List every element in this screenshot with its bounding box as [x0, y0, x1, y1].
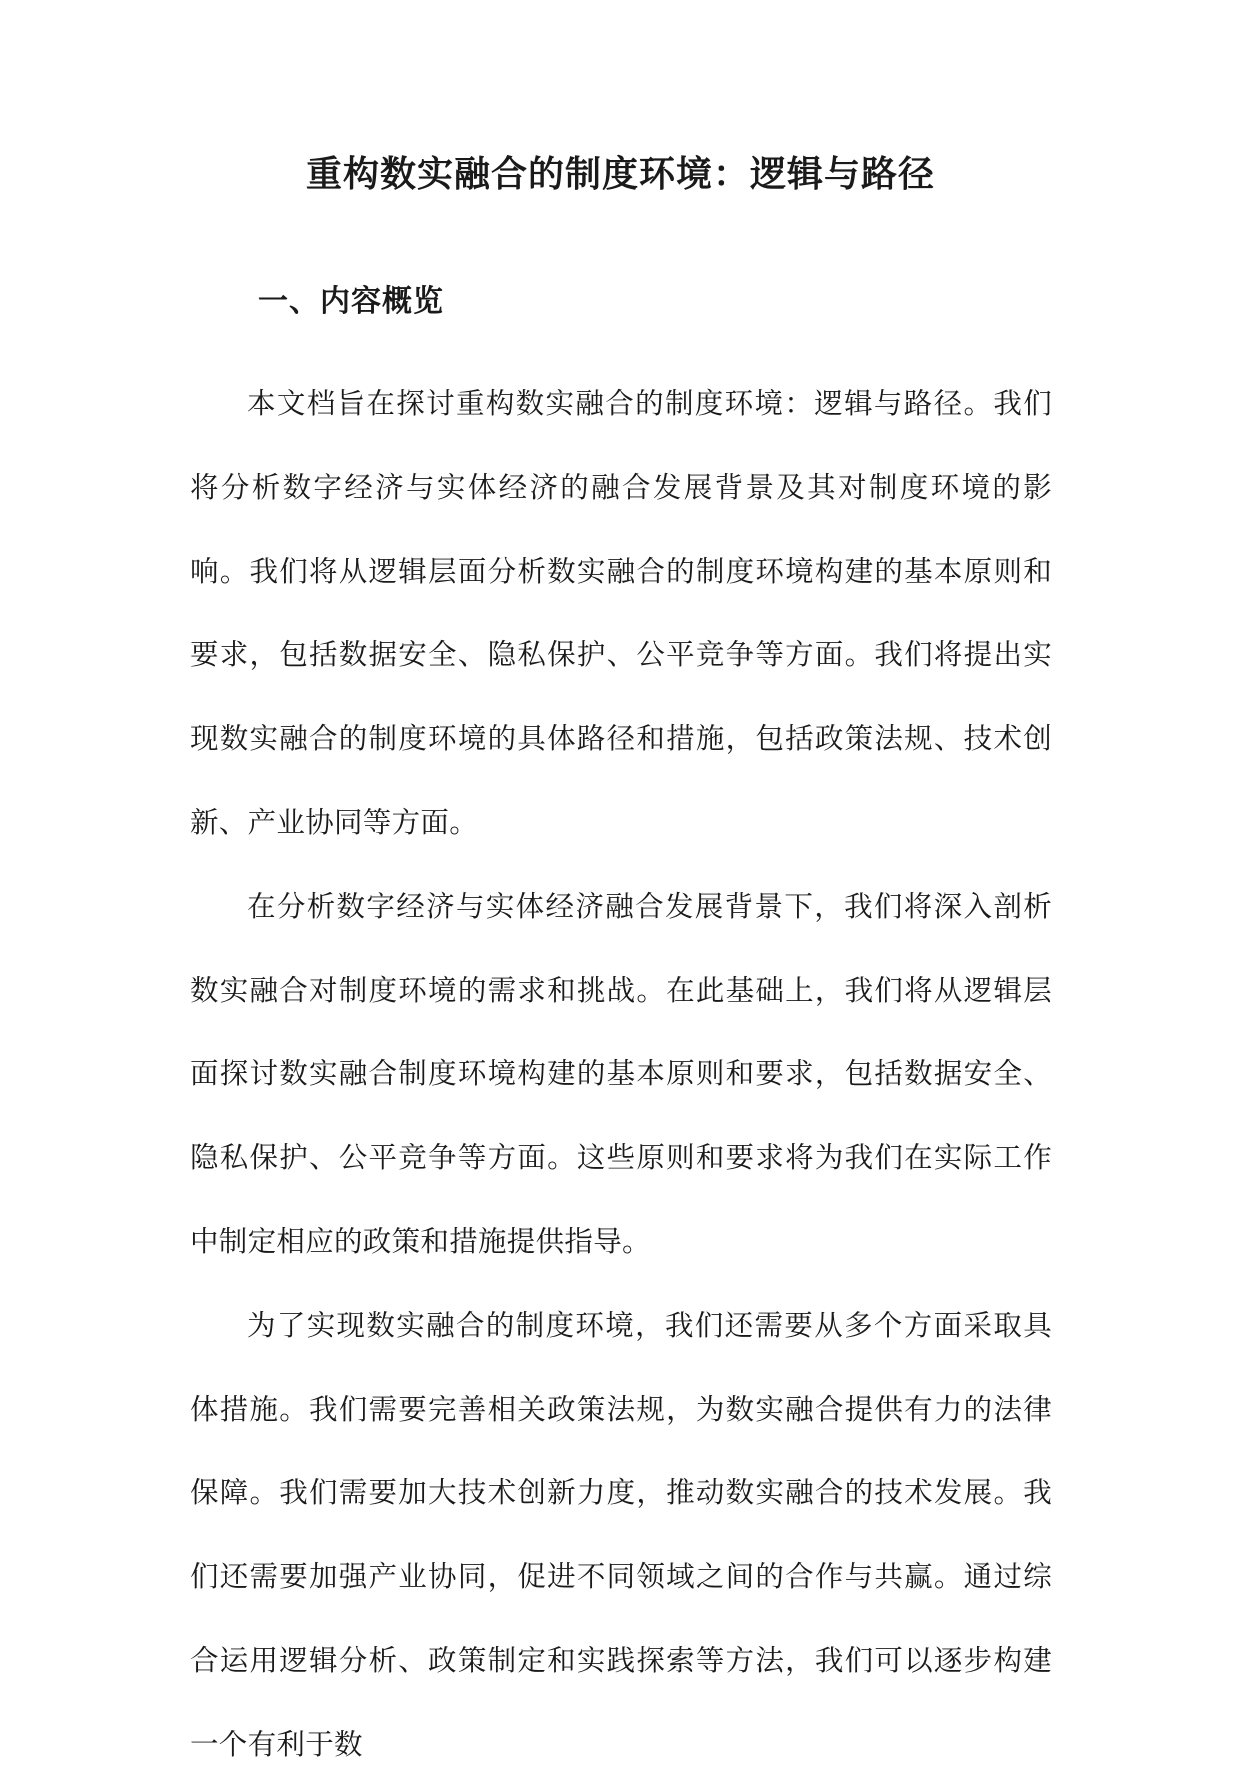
- section-heading: 一、内容概览: [258, 284, 444, 319]
- document-body: [190, 362, 1052, 1787]
- paragraph-2: 在分析数字经济与实体经济融合发展背景下，我们将深入剖析数实融合对制度环境的需求和挑战。在此基础上，我们将从逻辑层面探讨数实融合制度环境构建的基本原则和要求，包括数据安全、隐私保护、公平竞争等方面。这些原则和要求将为我们在实际工作中制定相应的政策和措施提供指导。: [190, 889, 1052, 1258]
- paragraph-3: 为了实现数实融合的制度环境，我们还需要从多个方面采取具体措施。我们需要完善相关政策法规，为数实融合提供有力的法律保障。我们需要加大技术创新力度，推动数实融合的技术发展。我们还需要加强产业协同，促进不同领域之间的合作与共赢。通过综合运用逻辑分析、政策制定和实践探索等方法，我们可以逐步构建一个有利于数: [190, 1308, 1052, 1761]
- document-title: 重构数实融合的制度环境：逻辑与路径: [305, 154, 935, 195]
- paragraph-1: 本文档旨在探讨重构数实融合的制度环境：逻辑与路径。我们将分析数字经济与实体经济的融合发展背景及其对制度环境的影响。我们将从逻辑层面分析数实融合的制度环境构建的基本原则和要求，包括数据安全、隐私保护、公平竞争等方面。我们将提出实现数实融合的制度环境的具体路径和措施，包括政策法规、技术创新、产业协同等方面。: [190, 387, 1052, 839]
